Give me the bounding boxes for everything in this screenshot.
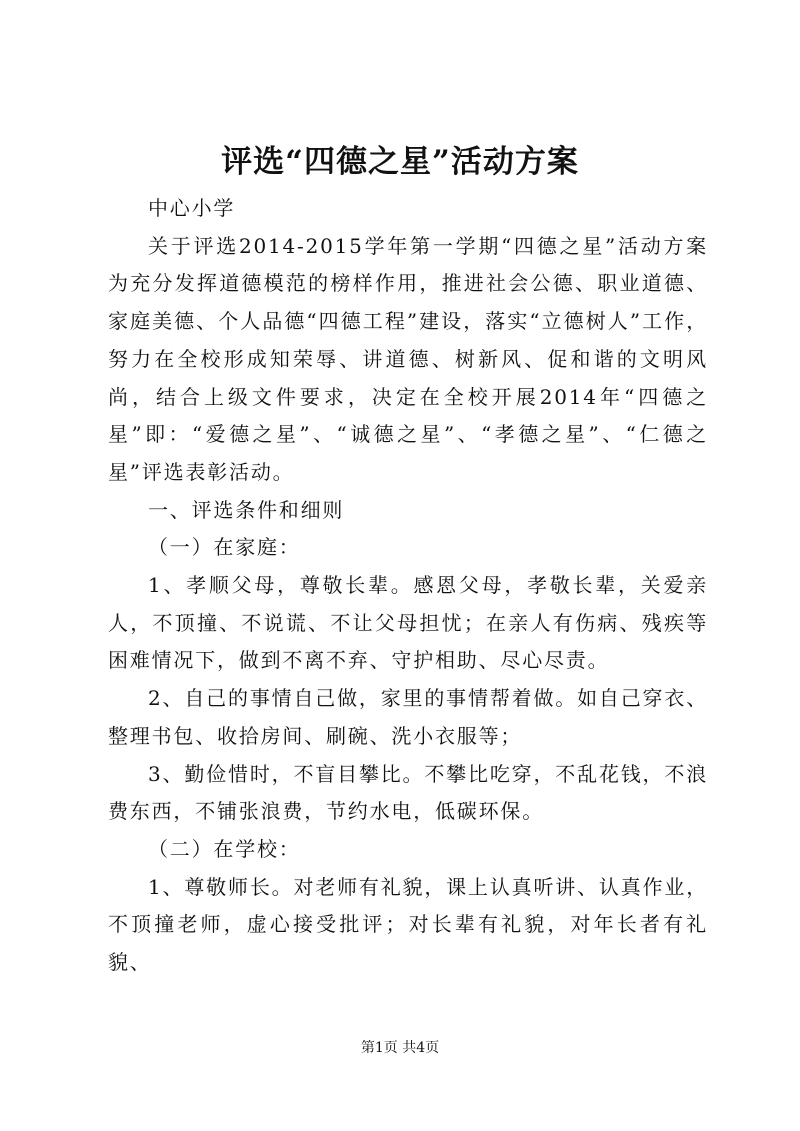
author-line: 中心小学 xyxy=(148,196,236,220)
body-paragraph: 3、勤俭惜时，不盲目攀比。不攀比吃穿，不乱花钱，不浪费东西，不铺张浪费，节约水电，低碳环保。 xyxy=(108,761,708,824)
document-title: 评选“四德之星”活动方案 xyxy=(221,144,579,180)
body-paragraph: 1、孝顺父母，尊敬长辈。感恩父母，孝敬长辈，关爱亲人，不顶撞、不说谎、不让父母担忧；在亲人有伤病、残疾等困难情况下，做到不离不弃、守护相助、尽心尽责。 xyxy=(108,573,708,673)
subsection-heading: （二）在学校： xyxy=(148,836,301,861)
section-heading: 一、评选条件和细则 xyxy=(148,497,345,522)
body-paragraph: 1、尊敬师长。对老师有礼貌，课上认真听讲、认真作业，不顶撞老师，虚心接受批评；对长辈有礼貌，对年长者有礼貌、 xyxy=(108,874,708,975)
subsection-heading: （一）在家庭： xyxy=(148,535,301,560)
page-footer: 第1页 共4页 xyxy=(360,1040,440,1056)
body-paragraph: 2、自己的事情自己做，家里的事情帮着做。如自己穿衣、整理书包、收拾房间、刷碗、洗小衣服等； xyxy=(108,686,708,748)
intro-paragraph: 关于评选2014-2015学年第一学期“四德之星”活动方案为充分发挥道德模范的榜样作用，推进社会公德、职业道德、家庭美德、个人品德“四德工程”建设，落实“立德树人”工作，努力在全校形成知荣辱、讲道德、树新风、促和谐的文明风尚，结合上级文件要求，决定在全校开展2014年“四德之星”即：“爱德之星”、“诚德之星”、“孝德之星”、“仁德之星”评选表彰活动。 xyxy=(108,233,708,484)
document-body xyxy=(108,190,708,982)
